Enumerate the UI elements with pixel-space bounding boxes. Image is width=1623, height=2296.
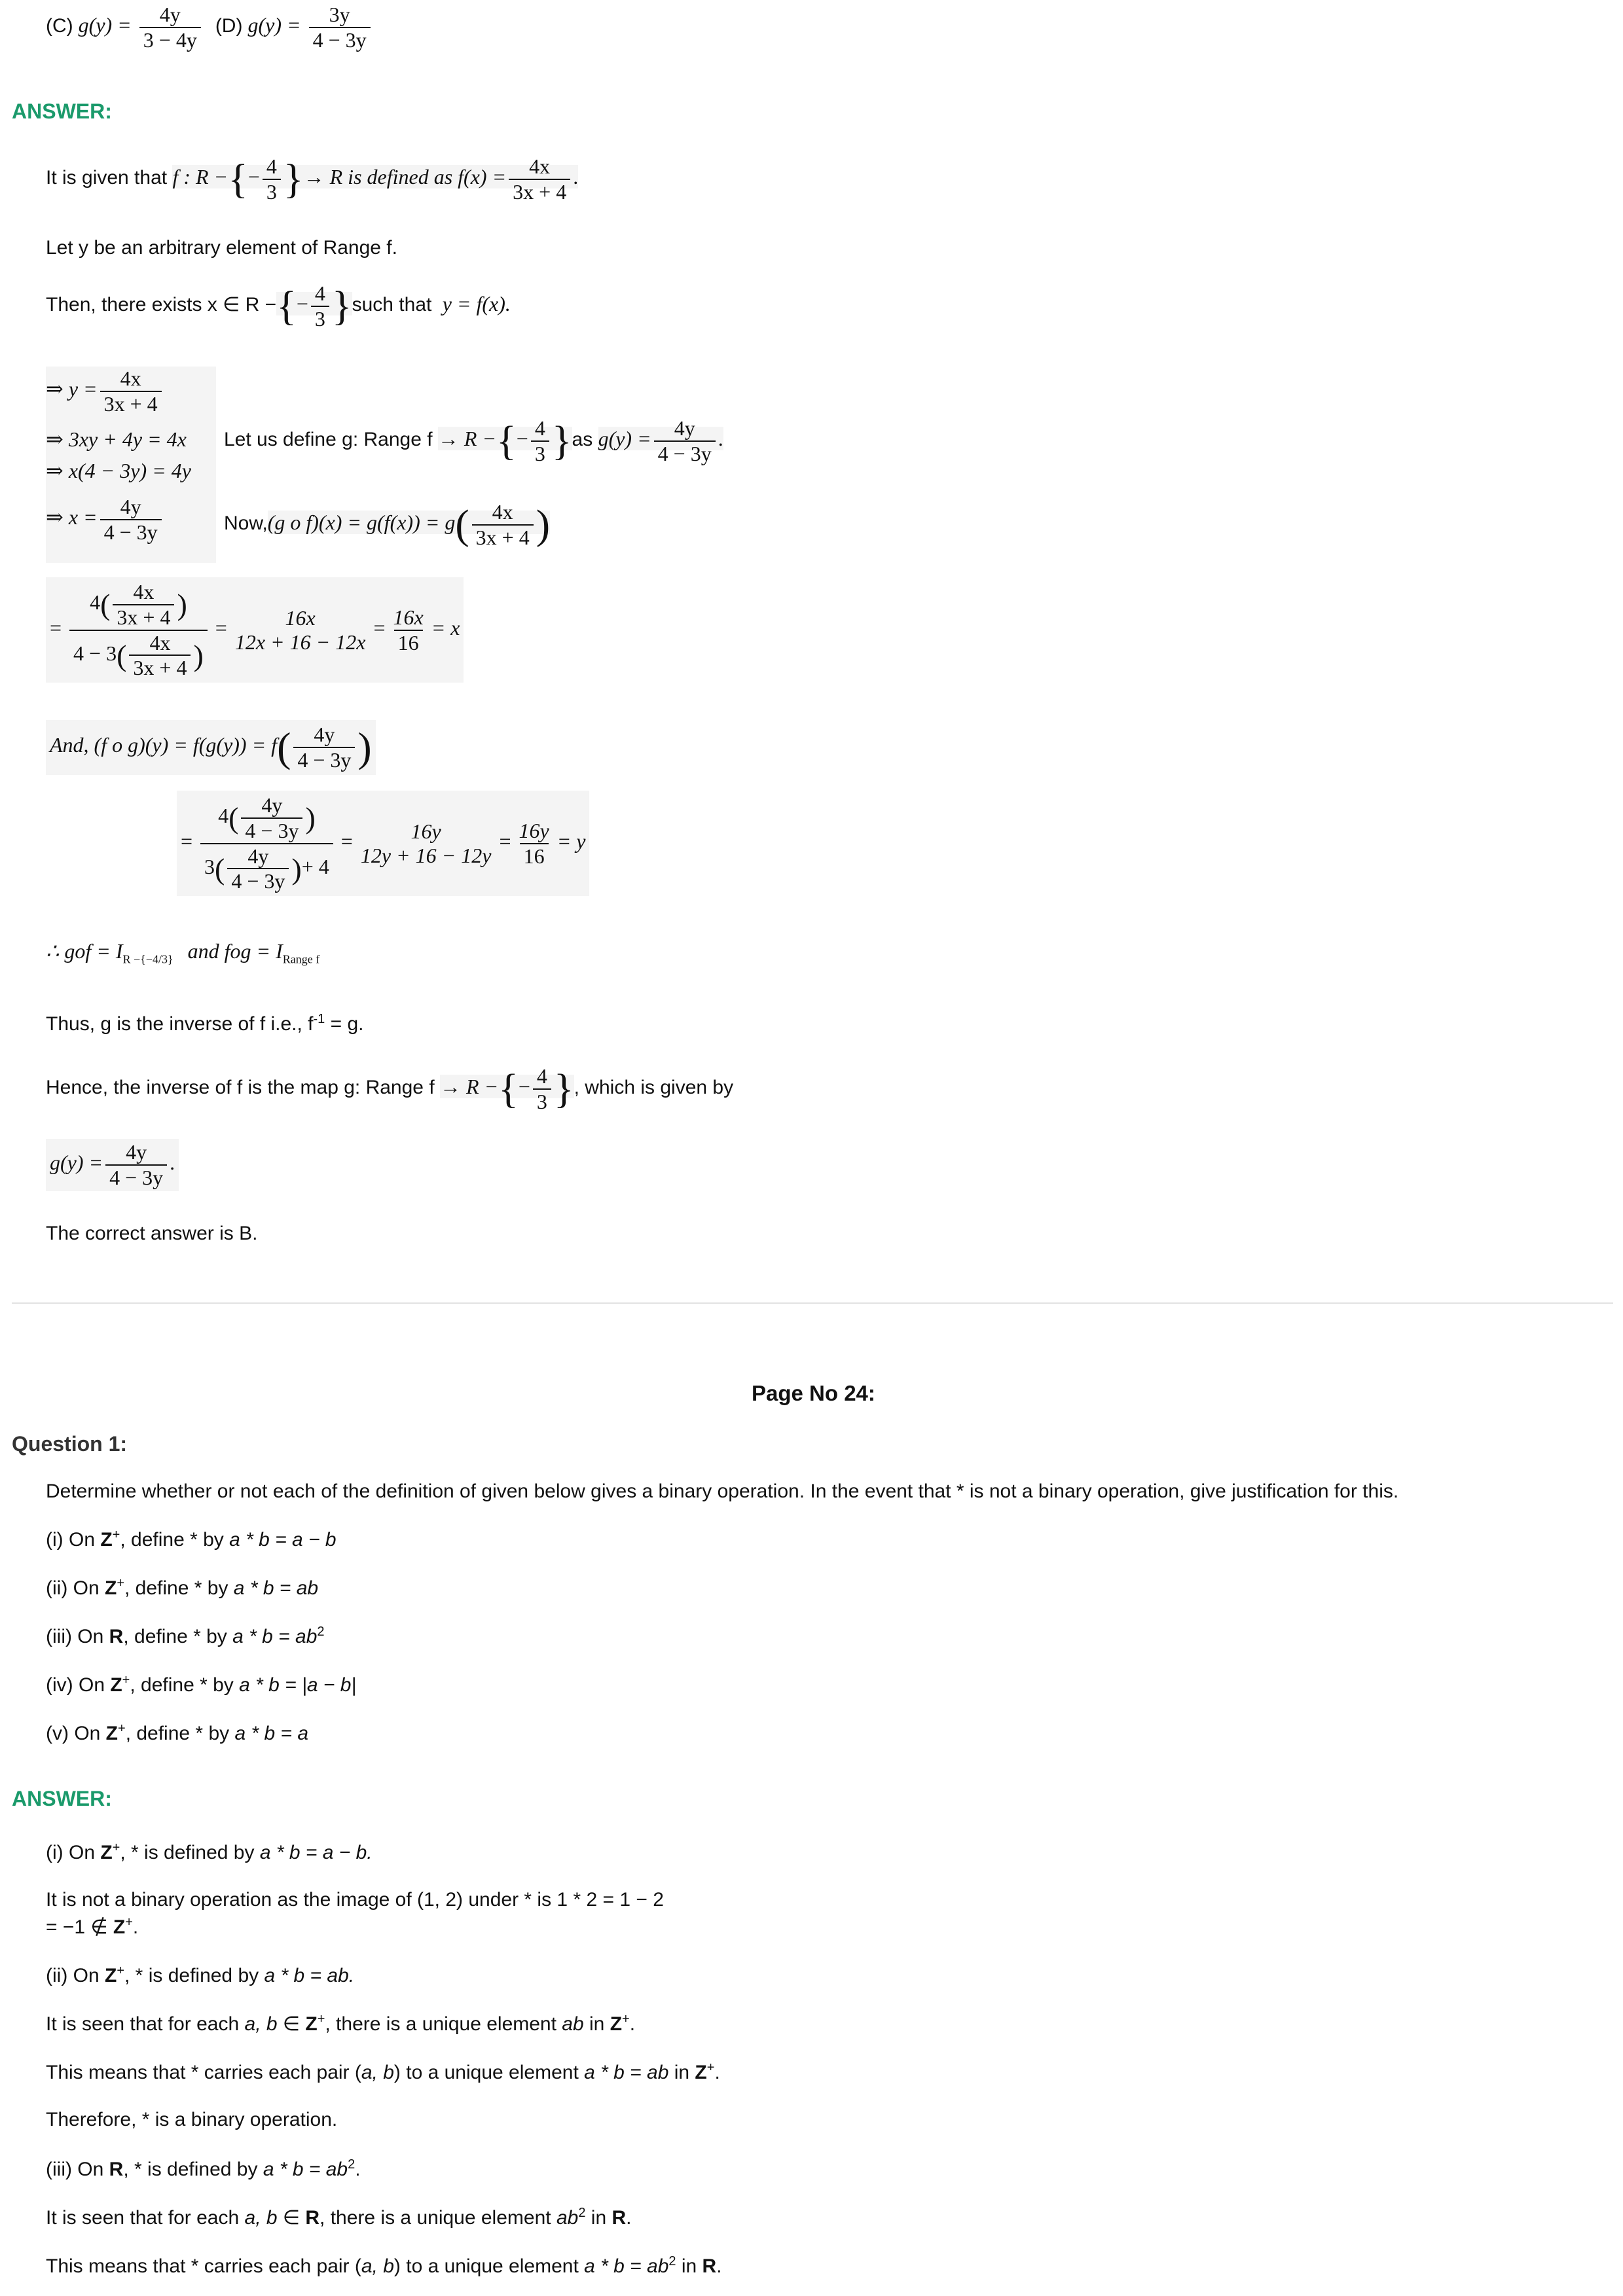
- hence-math: [440, 1064, 574, 1113]
- p8-mid: , there is a unique element: [319, 2207, 556, 2229]
- define-g-den: 4 − 3y: [654, 440, 716, 466]
- p9-end: .: [716, 2255, 722, 2277]
- paren-close-icon: ): [291, 852, 302, 886]
- now-math: [267, 500, 550, 549]
- step-1-den: 3x + 4: [100, 391, 162, 416]
- calc1-den3: 16: [394, 630, 423, 655]
- p4-el: ab: [562, 2013, 584, 2035]
- p9-el: a * b = ab: [584, 2255, 669, 2277]
- answer2-p2-line2: [46, 1915, 138, 1939]
- option-d-lhs: g(y) =: [247, 13, 301, 37]
- calc1-fraction-3: [393, 605, 423, 655]
- define-g-set-sign: −: [516, 427, 528, 451]
- p9-in: in: [676, 2255, 702, 2277]
- p7-set: R: [109, 2159, 124, 2180]
- calc2-num-coef: 4: [218, 804, 229, 828]
- define-g-end: .: [718, 427, 723, 451]
- define-g-math: [437, 416, 572, 465]
- item-sup: +: [117, 1576, 125, 1590]
- then-set-num: 4: [314, 281, 325, 305]
- define-g-set-num: 4: [534, 416, 545, 440]
- answer2-p6: Therefore, * is a binary operation.: [46, 2109, 338, 2130]
- step-2: [46, 427, 187, 452]
- item-def: a * b = |a − b|: [239, 1674, 357, 1696]
- option-c-num: 4y: [159, 3, 181, 26]
- p2-line2-end: .: [132, 1916, 139, 1938]
- hence-set-sign: −: [518, 1075, 530, 1099]
- p5-mid: ) to a unique element: [393, 2062, 585, 2083]
- now-den: 3x + 4: [472, 524, 534, 550]
- hence-set-den: 3: [533, 1088, 551, 1114]
- option-c-fraction: [139, 3, 201, 52]
- define-g-set-fraction: [531, 416, 549, 466]
- p8-set2: R: [611, 2207, 627, 2229]
- question-item-v: [46, 1721, 308, 1745]
- given-den: 3x + 4: [509, 179, 570, 204]
- answer2-p9: [46, 2254, 722, 2278]
- correct-answer: The correct answer is B.: [46, 1223, 258, 1244]
- p1-mid: , * is defined by: [120, 1842, 260, 1863]
- then-set-math: [276, 281, 352, 331]
- p4-in: ∈: [277, 2013, 306, 2035]
- then-set-sign: −: [296, 292, 308, 316]
- paren-close-icon: ): [177, 587, 187, 621]
- paren-close-icon: ): [357, 723, 372, 770]
- then-set-fraction: [311, 281, 329, 331]
- p1-sup: +: [112, 1840, 120, 1855]
- thus-sup: -1: [313, 1012, 325, 1026]
- calc2-inner-fraction-2: [227, 844, 289, 894]
- calc2-inner-fraction: [241, 793, 302, 843]
- p8-end: .: [626, 2207, 632, 2229]
- p5-sup: +: [706, 2060, 715, 2075]
- calc1-inner-fraction: [113, 580, 174, 630]
- item-sup: +: [122, 1673, 130, 1687]
- brace-close-icon: }: [551, 417, 572, 464]
- now-num: 4x: [492, 500, 513, 524]
- paren-close-icon: ): [193, 638, 204, 672]
- option-d-fraction: [309, 3, 371, 52]
- p5-in: in: [668, 2062, 695, 2083]
- p4-vars: a, b: [244, 2013, 278, 2035]
- then-eq: y = f(x).: [442, 292, 511, 316]
- step-4: [46, 495, 164, 545]
- define-g-arrow: → R −: [437, 427, 497, 451]
- calc2-inner-num-2: 4y: [247, 844, 269, 868]
- thus-text: Thus, g is the inverse of f i.e., f: [46, 1013, 314, 1035]
- given-set-sign: −: [247, 165, 260, 189]
- given-set-num: 4: [266, 154, 277, 178]
- p8-sup: 2: [578, 2206, 586, 2220]
- calc-gof: [46, 577, 464, 683]
- item-set: R: [109, 1626, 124, 1647]
- p2-line2-set: Z: [113, 1916, 126, 1938]
- calc2-big-den: [200, 843, 333, 894]
- paren-open-icon: (: [215, 852, 225, 886]
- given-end: .: [573, 165, 579, 189]
- p1-set: Z: [100, 1842, 113, 1863]
- final-fraction: [105, 1140, 167, 1190]
- therefore-sub: R −{−4/3}: [122, 952, 173, 966]
- calc1-eq3: =: [373, 615, 386, 639]
- calc1-inner-den-2: 3x + 4: [129, 655, 191, 680]
- item-def: a * b = ab: [232, 1626, 318, 1647]
- question-item-iii: [46, 1624, 325, 1648]
- answer2-p2-line1: It is not a binary operation as the image of (1, 2) under * is 1 * 2 = 1 − 2: [46, 1889, 664, 1910]
- and-fraction: [293, 723, 355, 772]
- calc2-fraction-2: [361, 819, 492, 868]
- calc1-num-coef: 4: [90, 590, 101, 615]
- option-d-label: (D): [215, 15, 243, 37]
- now-line: [224, 500, 550, 550]
- calc2-inner-num: 4y: [261, 793, 283, 817]
- derivation-steps: [46, 367, 216, 563]
- paren-close-icon: ): [305, 800, 316, 834]
- and-fog-line: [46, 720, 376, 775]
- hence-set-fraction: [533, 1064, 551, 1114]
- calc2-eq: =: [181, 829, 193, 853]
- answer2-p3: [46, 1964, 354, 1987]
- brace-open-icon: {: [276, 282, 297, 329]
- calc1-big-fraction: [69, 580, 208, 680]
- step-4-num: 4y: [120, 495, 141, 518]
- item-def: a * b = a − b: [229, 1529, 337, 1551]
- calc1-big-num: [86, 580, 191, 630]
- step-4-den: 4 − 3y: [100, 519, 162, 545]
- therefore-prefix: ∴ gof = I: [46, 939, 123, 963]
- p9-mid: ) to a unique element: [393, 2255, 585, 2277]
- calc1-big-den: [69, 630, 208, 681]
- define-g-set-den: 3: [531, 440, 549, 466]
- answer2-p4: [46, 2012, 635, 2036]
- calc1-eq2: =: [215, 615, 227, 639]
- calc1-result: = x: [431, 615, 460, 639]
- calc1-inner-fraction-2: [129, 631, 191, 681]
- calc2-den2: 12y + 16 − 12y: [360, 843, 492, 867]
- item-prefix: (ii) On: [46, 1577, 105, 1599]
- p4-mid: , there is a unique element: [325, 2013, 562, 2035]
- brace-open-icon: {: [498, 1065, 519, 1112]
- page-number: Page No 24:: [752, 1381, 875, 1405]
- p4-set: Z: [305, 2013, 318, 2035]
- now-fraction: [472, 500, 534, 550]
- question-heading: Question 1:: [12, 1432, 128, 1456]
- final-num: 4y: [126, 1140, 147, 1164]
- calc2-inner-den: 4 − 3y: [241, 817, 302, 843]
- item-def: a * b = ab: [233, 1577, 319, 1599]
- then-prefix: Then, there exists x ∈ R −: [46, 294, 277, 316]
- calc1-inner-num-2: 4x: [149, 630, 171, 655]
- p9-pair: a, b: [361, 2255, 394, 2277]
- question-item-iv: [46, 1673, 356, 1696]
- question-item-ii: [46, 1576, 318, 1600]
- item-mid: , define * by: [123, 1626, 233, 1647]
- p4-end: .: [629, 2013, 636, 2035]
- item-def-sup: 2: [317, 1624, 325, 1639]
- p7-end: .: [355, 2159, 361, 2180]
- calc2-num3: 16y: [519, 818, 549, 842]
- p8-in2: in: [585, 2207, 612, 2229]
- p4-sup: +: [317, 2012, 325, 2026]
- brace-close-icon: }: [283, 155, 304, 202]
- step-3-text: ⇒ x(4 − 3y) = 4y: [46, 459, 191, 482]
- p9-pre: This means that * carries each pair (: [46, 2255, 361, 2277]
- section-divider: [12, 1302, 1613, 1304]
- option-c-d-row: [46, 3, 373, 52]
- option-c-label: (C): [46, 15, 73, 37]
- and-den: 4 − 3y: [293, 747, 355, 772]
- p9-set: R: [702, 2255, 717, 2277]
- step-2-text: ⇒ 3xy + 4y = 4x: [46, 427, 187, 451]
- p3-mid: , * is defined by: [124, 1965, 264, 1986]
- calc1-num2: 16x: [285, 605, 316, 630]
- calc2-big-fraction: [200, 793, 333, 893]
- option-c-lhs: g(y) =: [78, 13, 132, 37]
- item-prefix: (iv) On: [46, 1674, 111, 1696]
- answer2-p1: [46, 1840, 373, 1864]
- hence-set-num: 4: [536, 1064, 547, 1088]
- calc2-fraction-3: [519, 819, 549, 869]
- p5-el: a * b = ab: [584, 2062, 669, 2083]
- item-set: Z: [105, 1723, 118, 1744]
- p5-pair: a, b: [361, 2062, 394, 2083]
- hence-arrow: → R −: [440, 1075, 499, 1099]
- item-mid: , define * by: [125, 1723, 235, 1744]
- define-g-line: [224, 416, 723, 466]
- item-prefix: (i) On: [46, 1529, 101, 1551]
- and-num: 4y: [314, 723, 335, 746]
- define-g-prefix: Let us define g: Range f: [224, 429, 433, 451]
- answer2-p7: [46, 2157, 361, 2181]
- item-set: Z: [105, 1577, 117, 1599]
- paren-open-icon: (: [277, 723, 291, 770]
- step-4-lhs: ⇒ x =: [46, 505, 98, 529]
- define-g-as: as: [572, 429, 593, 451]
- brace-open-icon: {: [496, 417, 517, 464]
- given-f: f : R −: [172, 165, 228, 189]
- item-sup: +: [118, 1721, 126, 1736]
- calc2-eq2: =: [340, 829, 353, 853]
- define-g-fraction: [654, 416, 716, 466]
- item-prefix: (iii) On: [46, 1626, 109, 1647]
- step-1: [46, 367, 164, 416]
- p1-pre: (i) On: [46, 1842, 101, 1863]
- given-set-den: 3: [263, 179, 281, 204]
- question-intro: Determine whether or not each of the definition of given below gives a binary operation. In the event that * is not a binary operation, give justification for this.: [46, 1480, 1399, 1502]
- p9-sup: 2: [668, 2254, 676, 2269]
- answer-heading-2: ANSWER:: [12, 1787, 112, 1810]
- thus-line: [46, 1012, 364, 1035]
- p8-set: R: [305, 2207, 320, 2229]
- item-sup: +: [112, 1528, 120, 1542]
- given-fraction: [509, 154, 570, 204]
- final-g-formula: [46, 1139, 179, 1191]
- p8-pre: It is seen that for each: [46, 2207, 245, 2229]
- item-mid: , define * by: [120, 1529, 230, 1551]
- final-lhs: g(y) =: [50, 1151, 103, 1175]
- given-math: [172, 154, 579, 204]
- step-1-lhs: ⇒ y =: [46, 377, 98, 401]
- given-set-fraction: [263, 154, 281, 204]
- p4-pre: It is seen that for each: [46, 2013, 245, 2035]
- p3-set: Z: [105, 1965, 117, 1986]
- calc1-num3: 16x: [393, 605, 424, 629]
- p3-sup: +: [117, 1964, 125, 1978]
- given-num: 4x: [529, 154, 551, 178]
- paren-open-icon: (: [100, 587, 111, 621]
- calc2-den-suffix: + 4: [301, 854, 329, 878]
- question-item-i: [46, 1528, 337, 1551]
- then-line: [46, 281, 511, 331]
- calc2-num2: 16y: [410, 819, 441, 843]
- p1-def: a * b = a − b.: [259, 1842, 373, 1863]
- answer-heading-1: ANSWER:: [12, 99, 112, 123]
- p7-mid: , * is defined by: [123, 2159, 263, 2180]
- p3-def: a * b = ab.: [264, 1965, 355, 1986]
- final-den: 4 − 3y: [105, 1164, 167, 1190]
- final-end: .: [170, 1151, 175, 1175]
- calc1-inner-den: 3x + 4: [113, 604, 174, 630]
- therefore-and: and fog = I: [187, 939, 283, 963]
- answer2-p5: [46, 2060, 720, 2084]
- now-prefix: Now,: [224, 512, 268, 535]
- p7-pre: (iii) On: [46, 2159, 109, 2180]
- calc2-big-num: [214, 793, 319, 843]
- p4-sup2: +: [622, 2012, 630, 2026]
- p7-sup: 2: [348, 2157, 356, 2172]
- given-arrow: → R is defined as f(x) =: [303, 165, 507, 189]
- brace-close-icon: }: [331, 282, 352, 329]
- now-eq: (g o f)(x) = g(f(x)) = g: [267, 511, 456, 535]
- then-set-den: 3: [311, 306, 329, 331]
- p7-def: a * b = ab: [263, 2159, 348, 2180]
- calc2-result: = y: [556, 829, 586, 853]
- p8-vars: a, b: [244, 2207, 278, 2229]
- brace-close-icon: }: [553, 1065, 574, 1112]
- thus-end: = g.: [325, 1013, 364, 1035]
- brace-open-icon: {: [228, 155, 248, 202]
- item-prefix: (v) On: [46, 1723, 106, 1744]
- therefore-sub2: Range f: [282, 952, 320, 966]
- calc-fog: [177, 791, 589, 896]
- then-suffix: such that: [352, 294, 432, 316]
- p5-pre: This means that * carries each pair (: [46, 2062, 361, 2083]
- step-1-fraction: [100, 367, 162, 416]
- p8-in: ∈: [277, 2207, 306, 2229]
- calc1-den2: 12x + 16 − 12x: [234, 630, 366, 654]
- define-g-formula: [598, 416, 723, 465]
- paren-open-icon: (: [455, 501, 469, 548]
- paren-open-icon: (: [228, 800, 239, 834]
- calc1-inner-num: 4x: [133, 580, 155, 603]
- item-mid: , define * by: [124, 1577, 234, 1599]
- hence-line: [46, 1064, 733, 1114]
- calc1-den-prefix: 4 − 3: [73, 641, 117, 665]
- step-3: [46, 458, 191, 483]
- step-1-num: 4x: [120, 367, 141, 390]
- p4-in2: in: [583, 2013, 610, 2035]
- let-y-line: Let y be an arbitrary element of Range f.: [46, 237, 397, 259]
- p2-line2-pre: = −1 ∉: [46, 1916, 113, 1938]
- therefore-line: [46, 939, 319, 966]
- paren-open-icon: (: [117, 638, 127, 672]
- define-g-num: 4y: [674, 416, 695, 440]
- item-set: Z: [100, 1529, 113, 1551]
- define-g-lhs: g(y) =: [598, 427, 651, 451]
- p5-set: Z: [695, 2062, 707, 2083]
- calc1-eq: =: [50, 615, 62, 639]
- hence-prefix: Hence, the inverse of f is the map g: Range f: [46, 1077, 435, 1099]
- item-set: Z: [110, 1674, 122, 1696]
- p3-pre: (ii) On: [46, 1965, 105, 1986]
- given-line: [46, 154, 578, 204]
- p5-end: .: [714, 2062, 720, 2083]
- and-eq: And, (f o g)(y) = f(g(y)) = f: [50, 733, 278, 757]
- calc2-den3: 16: [520, 843, 549, 869]
- given-prefix: It is given that: [46, 167, 168, 189]
- option-c-den: 3 − 4y: [139, 27, 201, 52]
- p2-line2-sup: +: [125, 1915, 133, 1929]
- p8-el: ab: [556, 2207, 579, 2229]
- paren-close-icon: ): [536, 501, 550, 548]
- calc2-den-coef: 3: [204, 854, 215, 878]
- calc2-inner-den-2: 4 − 3y: [227, 868, 289, 893]
- step-4-fraction: [100, 495, 162, 545]
- hence-suffix: , which is given by: [574, 1077, 734, 1099]
- p4-set2: Z: [610, 2013, 623, 2035]
- item-def: a * b = a: [234, 1723, 309, 1744]
- calc2-eq3: =: [499, 829, 511, 853]
- option-d-num: 3y: [329, 3, 350, 26]
- item-mid: , define * by: [130, 1674, 240, 1696]
- answer2-p8: [46, 2206, 631, 2229]
- option-d-den: 4 − 3y: [309, 27, 371, 52]
- calc1-fraction-2: [235, 606, 366, 655]
